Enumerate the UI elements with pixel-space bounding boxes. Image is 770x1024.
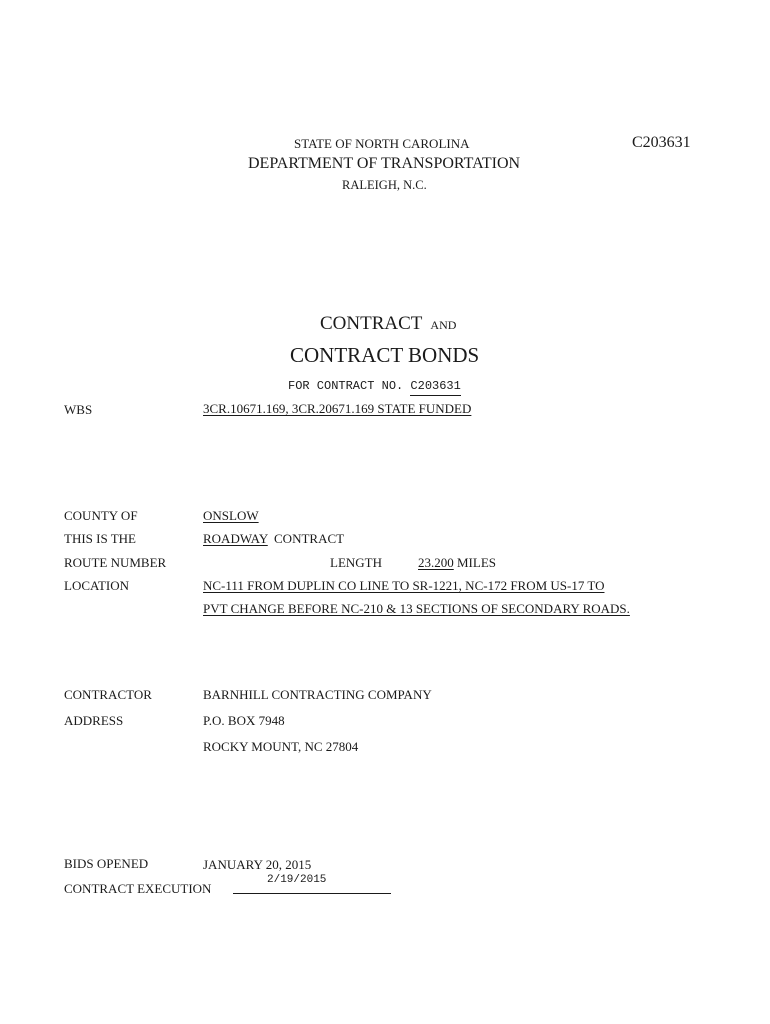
for-contract-line: [288, 379, 461, 396]
for-contract-number: C203631: [410, 379, 460, 396]
this-is-label: THIS IS THE: [64, 531, 136, 546]
contractor-name: BARNHILL CONTRACTING COMPANY: [203, 687, 432, 702]
wbs-value: 3CR.10671.169, 3CR.20671.169 STATE FUNDED: [203, 401, 472, 416]
state-heading: STATE OF NORTH CAROLINA: [294, 136, 470, 151]
address-line-1: P.O. BOX 7948: [203, 713, 285, 728]
contract-execution-value: 2/19/2015: [267, 874, 327, 886]
location-line-2: PVT CHANGE BEFORE NC-210 & 13 SECTIONS OF SECONDARY ROADS.: [203, 601, 630, 616]
route-number-label: ROUTE NUMBER: [64, 555, 167, 570]
length-value: 23.200: [418, 555, 454, 570]
contract-bonds-title: CONTRACT BONDS: [290, 343, 480, 367]
wbs-label: WBS: [64, 402, 93, 417]
contract-type-value: ROADWAY: [203, 531, 268, 546]
contract-title: [320, 313, 456, 335]
city-heading: RALEIGH, N.C.: [342, 178, 427, 192]
length-line: [418, 555, 496, 571]
contract-word: CONTRACT: [320, 313, 423, 334]
county-label: COUNTY OF: [64, 508, 138, 523]
contract-id: C203631: [632, 134, 691, 151]
bids-opened-value: JANUARY 20, 2015: [203, 857, 312, 872]
contract-type-line: [203, 531, 344, 547]
length-label: LENGTH: [330, 555, 382, 570]
contract-execution-label: CONTRACT EXECUTION: [64, 881, 212, 896]
and-word: AND: [430, 318, 457, 332]
length-unit: MILES: [457, 555, 496, 570]
location-line-1: NC-111 FROM DUPLIN CO LINE TO SR-1221, NC-172 FROM US-17 TO: [203, 578, 605, 593]
location-label: LOCATION: [64, 578, 129, 593]
contract-word-inline: CONTRACT: [274, 531, 345, 546]
execution-signature-line: [233, 893, 391, 894]
bids-opened-label: BIDS OPENED: [64, 856, 149, 871]
department-heading: DEPARTMENT OF TRANSPORTATION: [248, 155, 521, 172]
county-value: ONSLOW: [203, 508, 259, 523]
address-label: ADDRESS: [64, 713, 124, 728]
for-contract-prefix: FOR CONTRACT NO.: [288, 379, 404, 393]
contractor-label: CONTRACTOR: [64, 687, 152, 702]
address-line-2: ROCKY MOUNT, NC 27804: [203, 739, 359, 754]
